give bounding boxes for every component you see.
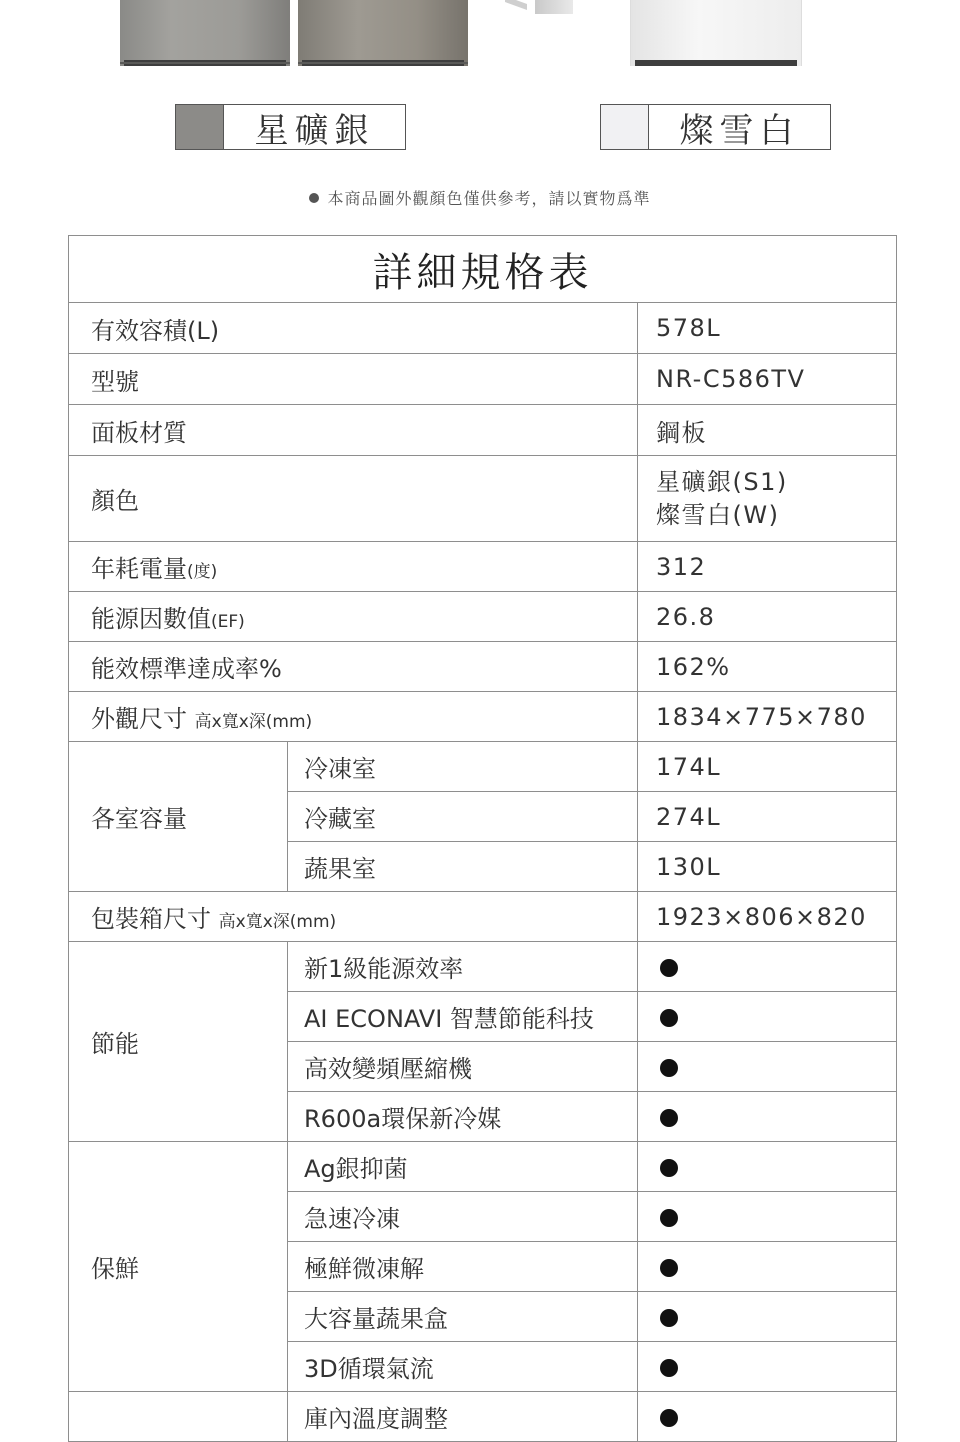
panel-label: 面板材質 [69, 405, 638, 456]
table-row [69, 692, 897, 742]
box-value: 1923×806×820 [638, 892, 897, 942]
ef-value: 26.8 [638, 592, 897, 642]
color-name: 燦雪白 [679, 110, 800, 151]
fridge-base [635, 60, 797, 66]
feature-label: Ag銀抑菌 [288, 1142, 638, 1192]
color-disclaimer [0, 186, 960, 209]
size-label [69, 692, 638, 742]
room-label: 冷藏室 [288, 792, 638, 842]
color-swatch-white [600, 104, 831, 150]
panel-value: 鋼板 [638, 405, 897, 456]
table-row [69, 542, 897, 592]
room-label: 冷凍室 [288, 742, 638, 792]
feature-label: R600a環保新冷媒 [288, 1092, 638, 1142]
feature-label: 極鮮微凍解 [288, 1242, 638, 1292]
fridge-image-white [630, 0, 802, 66]
table-row [69, 1142, 897, 1192]
color-name: 星礦銀 [254, 110, 375, 151]
room-value: 130L [638, 842, 897, 892]
room-group-label: 各室容量 [69, 742, 288, 892]
ef-label [69, 592, 638, 642]
spec-table-title: 詳細規格表 [69, 236, 897, 303]
bullet-dot-icon [309, 193, 319, 203]
fridge-open-door-image [505, 0, 573, 16]
feature-check [638, 1242, 897, 1292]
ef-label-text: 能源因數值 [91, 605, 211, 633]
color-chip [601, 105, 649, 149]
bullet-icon [660, 959, 678, 977]
feature-check [638, 1392, 897, 1442]
color-label: 顏色 [69, 456, 638, 542]
feature-check [638, 1192, 897, 1242]
room-value: 174L [638, 742, 897, 792]
color-value [638, 456, 897, 542]
table-row [69, 892, 897, 942]
feature-check [638, 1042, 897, 1092]
feature-label: 新1級能源效率 [288, 942, 638, 992]
energy-label-text: 年耗電量 [91, 555, 187, 583]
room-label: 蔬果室 [288, 842, 638, 892]
bullet-icon [660, 1209, 678, 1227]
table-row [69, 354, 897, 405]
color-value-silver: 星礦銀(S1) [656, 467, 788, 496]
table-row [69, 642, 897, 692]
energy-label [69, 542, 638, 592]
feature-check [638, 1092, 897, 1142]
capacity-value: 578L [638, 303, 897, 354]
table-row [69, 1392, 897, 1442]
color-swatch-silver [175, 104, 406, 150]
size-value: 1834×775×780 [638, 692, 897, 742]
fridge-image-silver-left [120, 0, 290, 66]
eco-group-label: 節能 [69, 942, 288, 1142]
bullet-icon [660, 1159, 678, 1177]
feature-label: 急速冷凍 [288, 1192, 638, 1242]
feature-label: 庫內溫度調整 [288, 1392, 638, 1442]
energy-value: 312 [638, 542, 897, 592]
rate-label: 能效標準達成率% [69, 642, 638, 692]
box-unit: 高x寬x深(mm) [218, 912, 337, 932]
fridge-base [124, 60, 286, 66]
model-label: 型號 [69, 354, 638, 405]
rate-value: 162% [638, 642, 897, 692]
color-value-white: 燦雪白(W) [656, 500, 780, 529]
capacity-label: 有效容積(L) [69, 303, 638, 354]
fridge-image-silver-right [298, 0, 468, 66]
table-row [69, 456, 897, 542]
bullet-icon [660, 1409, 678, 1427]
bullet-icon [660, 1259, 678, 1277]
bullet-icon [660, 1109, 678, 1127]
table-row [69, 592, 897, 642]
model-value: NR-C586TV [638, 354, 897, 405]
table-row [69, 942, 897, 992]
box-label [69, 892, 638, 942]
feature-label: 大容量蔬果盒 [288, 1292, 638, 1342]
fridge-base [302, 60, 464, 66]
feature-check [638, 942, 897, 992]
spec-table [68, 235, 897, 1442]
fresh-group-label: 保鮮 [69, 1142, 288, 1392]
bullet-icon [660, 1059, 678, 1077]
size-label-text: 外觀尺寸 [91, 705, 187, 733]
feature-check [638, 1342, 897, 1392]
feature-check [638, 1292, 897, 1342]
bullet-icon [660, 1309, 678, 1327]
feature-label: 3D循環氣流 [288, 1342, 638, 1392]
feature-label: 高效變頻壓縮機 [288, 1042, 638, 1092]
disclaimer-text: 本商品圖外觀顏色僅供參考，請以實物爲準 [327, 189, 651, 208]
energy-unit: (度) [187, 562, 218, 582]
color-chip [176, 105, 224, 149]
feature-check [638, 1142, 897, 1192]
ef-unit: (EF) [211, 612, 245, 632]
table-row [69, 405, 897, 456]
size-unit: 高x寬x深(mm) [194, 712, 313, 732]
bullet-icon [660, 1359, 678, 1377]
table-row [69, 742, 897, 792]
feature-check [638, 992, 897, 1042]
box-label-text: 包裝箱尺寸 [91, 905, 211, 933]
room-value: 274L [638, 792, 897, 842]
feature-label: AI ECONAVI 智慧節能科技 [288, 992, 638, 1042]
table-row [69, 303, 897, 354]
bullet-icon [660, 1009, 678, 1027]
next-group-label [69, 1392, 288, 1442]
